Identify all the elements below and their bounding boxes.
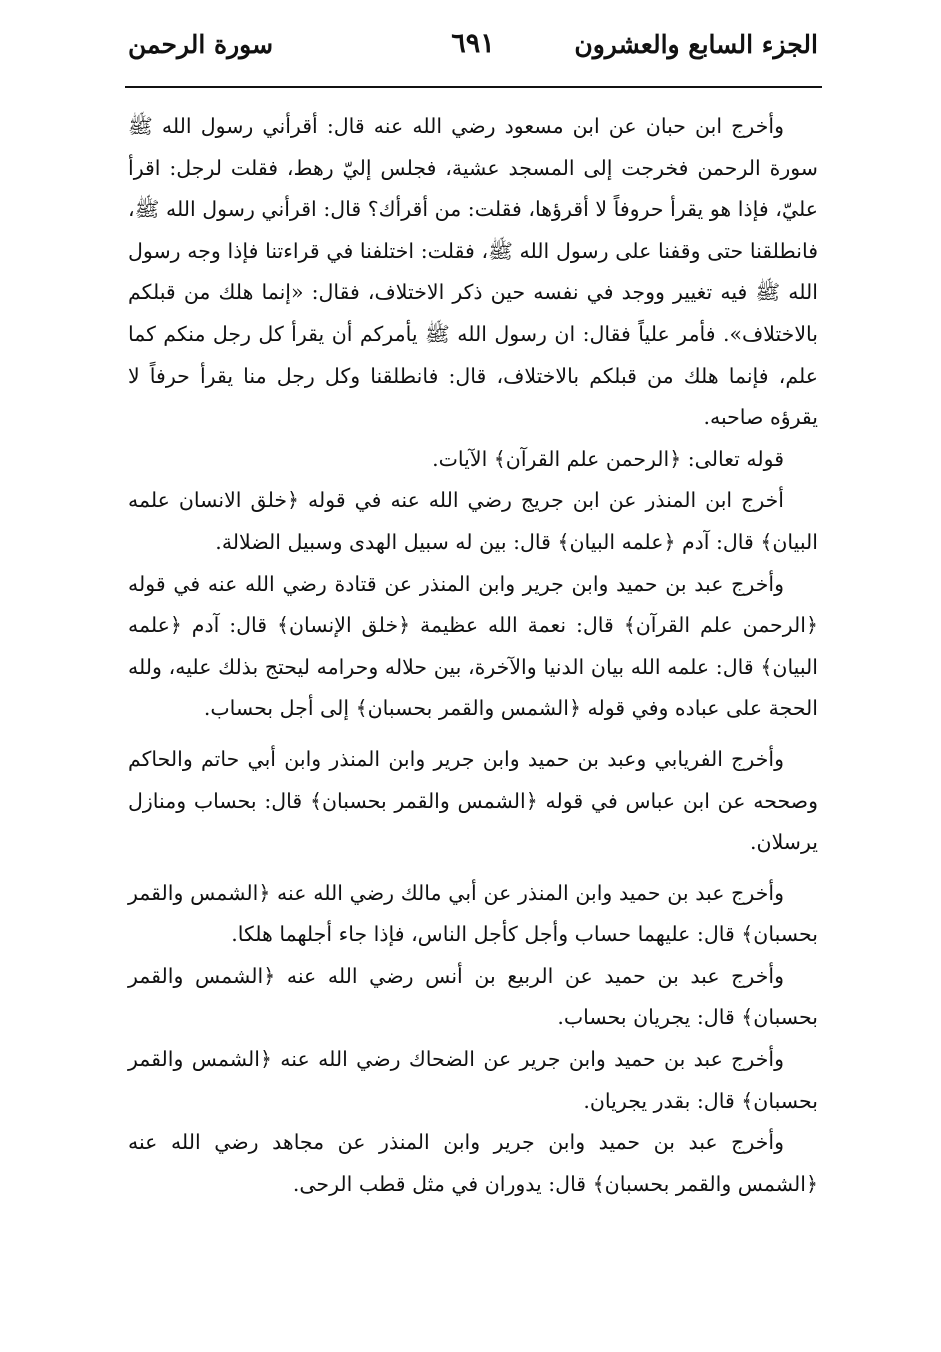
page-header <box>128 28 818 72</box>
juz-title: الجزء السابع والعشرون <box>574 30 818 59</box>
paragraph-rabi-ibn-anas: وأخرج عبد بن حميد عن الربيع بن أنس رضي الله عنه ﴿الشمس والقمر بحسبان﴾ قال: يجريان بحساب. <box>128 963 818 1030</box>
paragraph-ibn-juraij: أخرج ابن المنذر عن ابن جريج رضي الله عنه في قوله ﴿خلق الانسان علمه البيان﴾ قال: آدم ﴿علمه البيان﴾ قال: بين له سبيل الهدى وسبيل الضلالة. <box>128 488 818 554</box>
surah-title: سورة الرحمن <box>128 30 274 59</box>
paragraph-mujahid: وأخرج عبد بن حميد وابن جرير وابن المنذر عن مجاهد رضي الله عنه ﴿الشمس والقمر بحسبان﴾ قال: يدوران في مثل قطب الرحى. <box>128 1130 818 1196</box>
main-text <box>128 106 818 1205</box>
paragraph-qatada: وأخرج عبد بن حميد وابن جرير وابن المنذر عن قتادة رضي الله عنه في قوله ﴿الرحمن علم القرآن﴾ قال: نعمة الله عظيمة ﴿خلق الإنسان﴾ قال: آدم ﴿علمه البيان﴾ قال: علمه الله بيان الدنيا والآخرة، بين حلاله وحرامه ليحتج بذلك عليه، ولله الحجة على عباده وفي قوله ﴿الشمس والقمر بحسبان﴾ إلى أجل بحساب. <box>128 571 818 721</box>
header-divider <box>125 86 822 88</box>
page-number: ٦٩١ <box>451 28 495 59</box>
paragraph-abu-malik: وأخرج عبد بن حميد وابن المنذر عن أبي مالك رضي الله عنه ﴿الشمس والقمر بحسبان﴾ قال: عليهما حساب وأجل كأجل الناس، فإذا جاء أجلهما هلكا. <box>128 880 818 947</box>
paragraph-ibn-abbas: وأخرج الفريابي وعبد بن حميد وابن جرير وابن المنذر وابن أبي حاتم والحاكم وصححه عن ابن عباس في قوله ﴿الشمس والقمر بحسبان﴾ قال: بحساب ومنازل يرسلان. <box>128 746 818 855</box>
paragraph-dahhak: وأخرج عبد بن حميد وابن جرير عن الضحاك رضي الله عنه ﴿الشمس والقمر بحسبان﴾ قال: بقدر يجريان. <box>128 1047 818 1113</box>
paragraph-verse-heading: قوله تعالى: ﴿الرحمن علم القرآن﴾ الآيات. <box>432 446 784 471</box>
paragraph-ibn-hibban: وأخرج ابن حبان عن ابن مسعود رضي الله عنه قال: أقرأني رسول الله ﷺ سورة الرحمن فخرجت إلى المسجد عشية، فجلس إليّ رهط، فقلت لرجل: اقرأ عليّ، فإذا هو يقرأ حروفاً لا أقرؤها، فقلت: من أقرأك؟ قال: اقرأني رسول الله ﷺ، فانطلقنا حتى وقفنا على رسول الله ﷺ، فقلت: اختلفنا في قراءتنا فإذا وجه رسول الله ﷺ فيه تغيير ووجد في نفسه حين ذكر الاختلاف، فقال: «إنما هلك من قبلكم بالاختلاف». فأمر علياً فقال: ان رسول الله ﷺ يأمركم أن يقرأ كل رجل منكم كما علم، فإنما هلك من قبلكم بالاختلاف، قال: فانطلقنا وكل رجل منا يقرأ حرفاً لا يقرؤه صاحبه. <box>128 114 818 430</box>
